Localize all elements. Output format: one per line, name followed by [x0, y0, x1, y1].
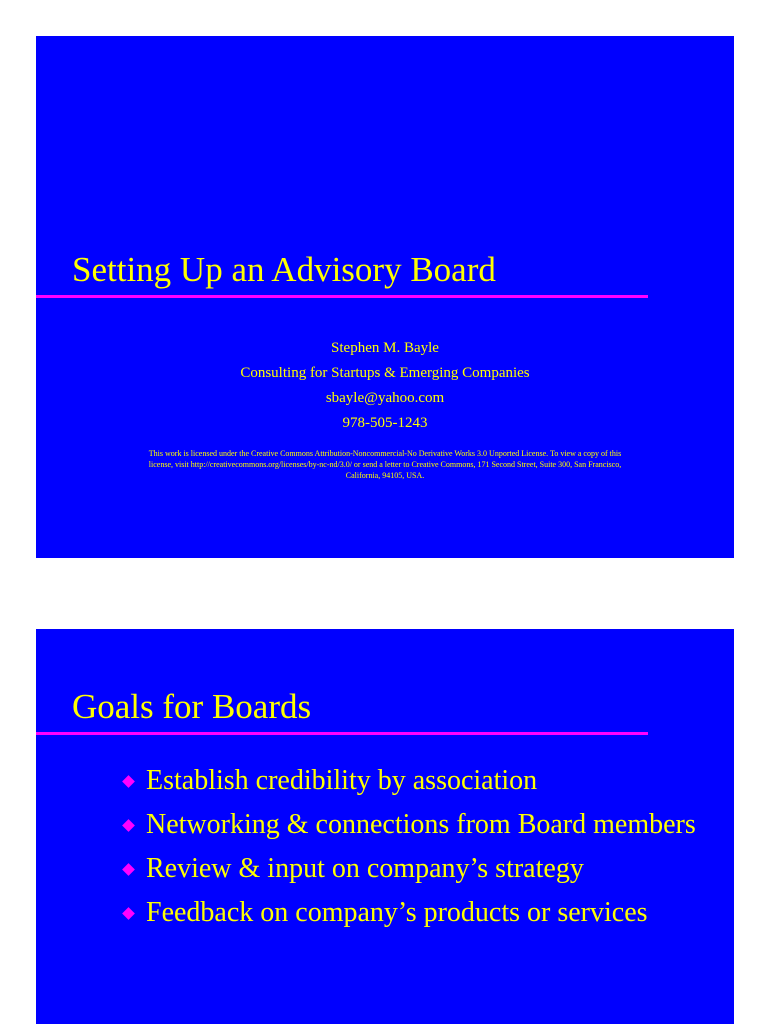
bullet-text: Establish credibility by association	[146, 765, 538, 796]
diamond-bullet-icon	[122, 819, 135, 832]
goals-slide	[36, 629, 734, 1024]
author-block	[36, 336, 734, 481]
license-notice: This work is licensed under the Creative Commons Attribution-Noncommercial-No Derivative Works 3.0 Unported License. To view a copy of this license, visit http://creativecommons.org/licenses/by-nc-nd/3.0/ or send a letter to Creative Commons, 171 Second Street, Suite 300, San Francisco, California, 94105, USA.	[148, 449, 622, 480]
title-divider	[36, 295, 648, 298]
bullet-item	[122, 851, 702, 887]
bullet-item	[122, 895, 702, 931]
bullet-list	[122, 763, 702, 939]
title-slide	[36, 36, 734, 558]
diamond-bullet-icon	[122, 863, 135, 876]
title-divider	[36, 732, 648, 735]
diamond-bullet-icon	[122, 775, 135, 788]
slide-title: Setting Up an Advisory Board	[72, 250, 496, 289]
author-phone: 978-505-1243	[342, 415, 428, 431]
author-name: Stephen M. Bayle	[331, 340, 439, 356]
bullet-item	[122, 807, 702, 843]
bullet-text: Feedback on company’s products or services	[146, 897, 648, 928]
author-company: Consulting for Startups & Emerging Companies	[240, 365, 530, 381]
diamond-bullet-icon	[122, 907, 135, 920]
slide-title: Goals for Boards	[72, 687, 312, 726]
bullet-text: Review & input on company’s strategy	[146, 853, 584, 884]
author-email: sbayle@yahoo.com	[325, 390, 445, 406]
bullet-item	[122, 763, 702, 799]
bullet-text: Networking & connections from Board members	[146, 809, 696, 840]
